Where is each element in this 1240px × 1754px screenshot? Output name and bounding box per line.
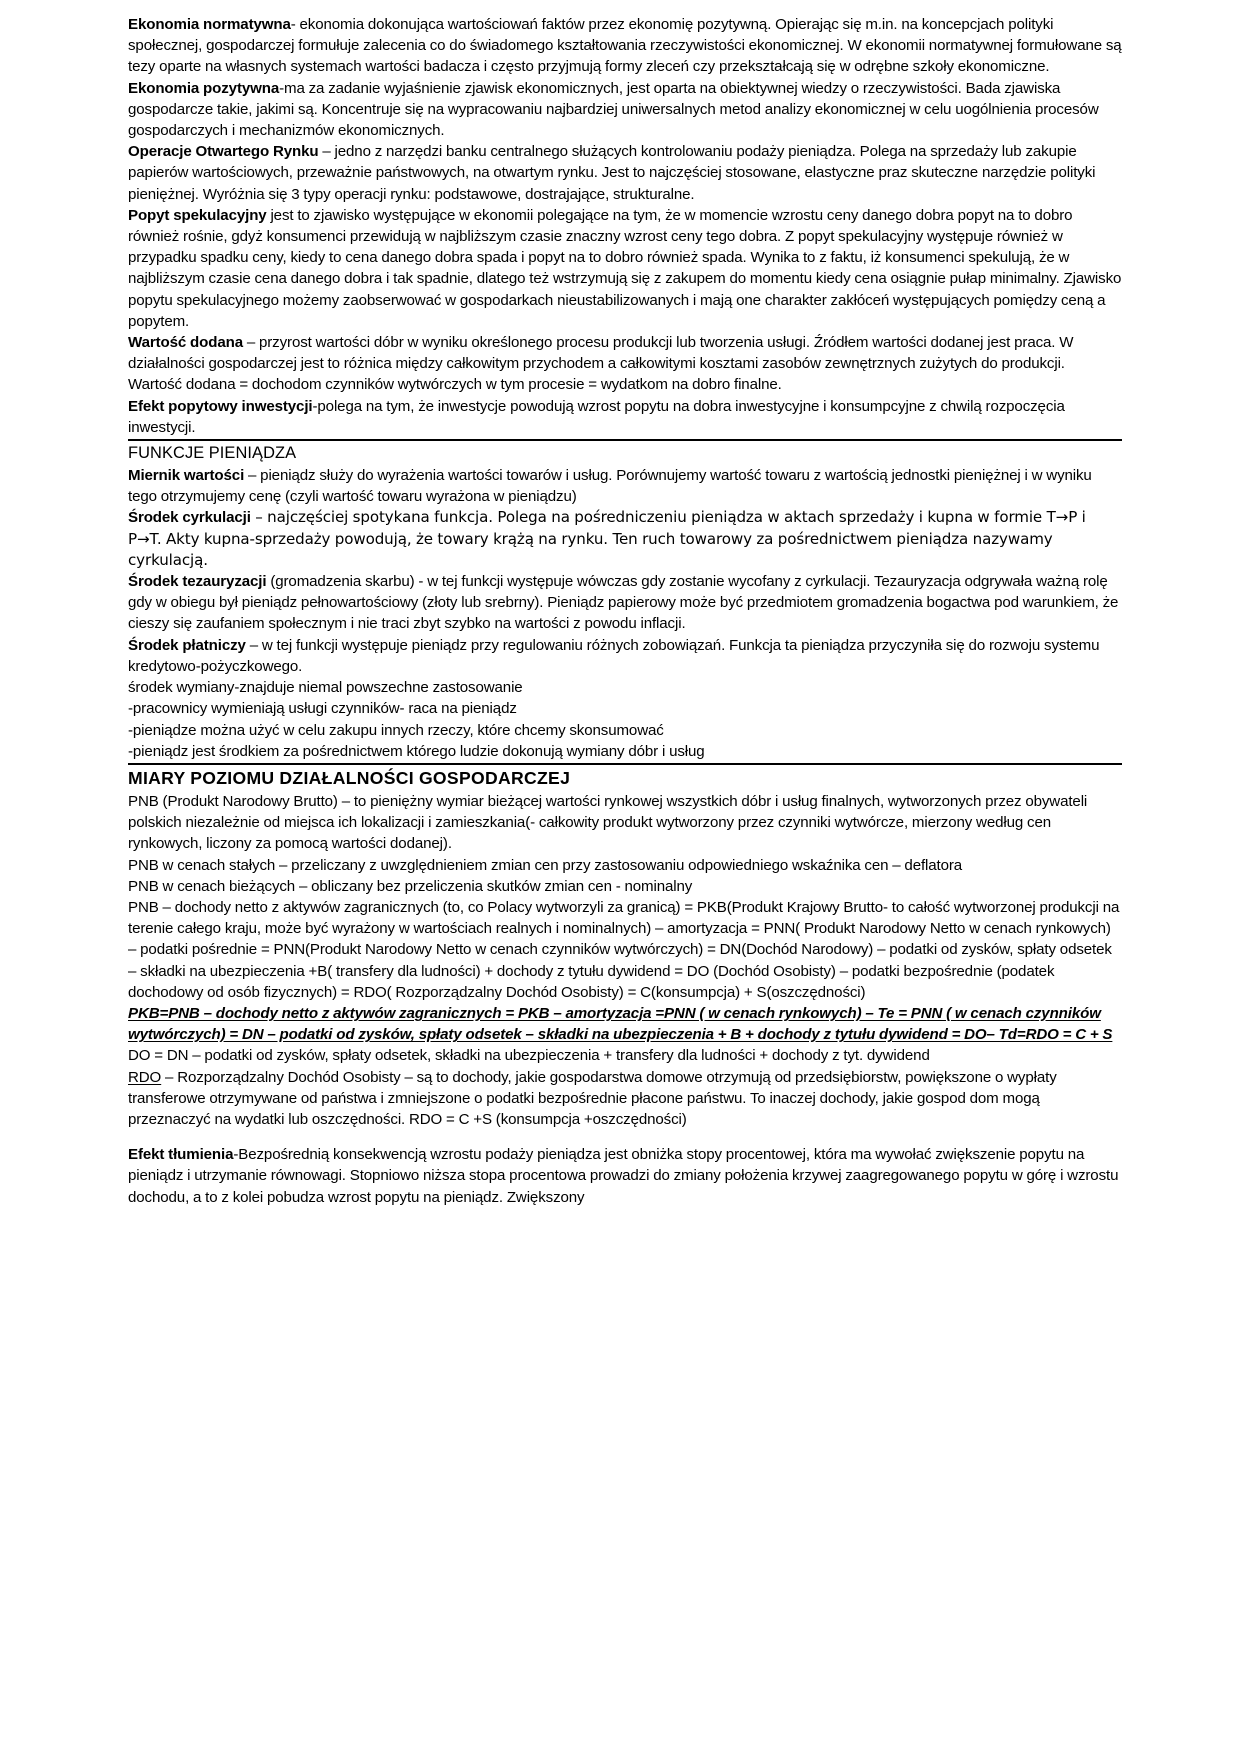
- paragraph-efekt-tlumienia: [128, 1144, 1122, 1208]
- paragraph-text: – w tej funkcji występuje pieniądz przy regulowaniu różnych zobowiązań. Funkcja ta pieniądza przyczyniła się do rozwoju systemu kredytowo-pożyczkowego.: [128, 636, 1100, 675]
- paragraph-ekonomia-normatywna: [128, 14, 1122, 78]
- paragraph-lead: Efekt tłumienia: [128, 1146, 234, 1164]
- paragraph-pnb-definicja: PNB (Produkt Narodowy Brutto) – to pieniężny wymiar bieżącej wartości rynkowej wszystkich dóbr i usług finalnych, wytworzonych przez obywateli polskich niezależnie od miejsca ich lokalizacji i zamieszkania(- całkowity produkt wytworzony przez czynniki wytwórcze, mierzony według cen rynkowych, liczony za pomocą wartości dodanej).: [128, 792, 1088, 853]
- paragraph-lead-underline: RDO: [128, 1068, 162, 1086]
- paragraph-miernik-wartosci: [128, 465, 1122, 507]
- paragraph-operacje-otwartego-rynku: [128, 141, 1122, 205]
- block-spacer: [128, 1130, 1122, 1144]
- paragraph-rdo: [128, 1067, 1122, 1131]
- paragraph-pnb-ceny-biezace: PNB w cenach bieżących – obliczany bez przeliczenia skutków zmian cen - nominalny: [128, 877, 693, 895]
- paragraph-text: -polega na tym, że inwestycje powodują wzrost popytu na dobra inwestycyjne i konsumpcyjne z chwilą rozpoczęcia inwestycji.: [128, 397, 1065, 436]
- paragraph-lead: Środek cyrkulacji: [128, 509, 251, 527]
- paragraph-lead: Popyt spekulacyjny: [128, 206, 267, 224]
- paragraph-lead: Ekonomia normatywna: [128, 16, 291, 33]
- list-item-srodek-wymiany: środek wymiany-znajduje niemal powszechne zastosowanie: [128, 679, 523, 697]
- paragraph-wartosc-dodana: [128, 332, 1122, 396]
- paragraph-lead: Środek tezauryzacji: [128, 573, 267, 591]
- paragraph-text: – przyrost wartości dóbr w wyniku określonego procesu produkcji lub tworzenia usługi. Źródłem wartości dodanej jest praca. W działalności gospodarczej jest to różnica między całkowitym przychodem a całkowitymi kosztami zasobów zewnętrznych zużytych do produkcji. Wartość dodana = dochodom czynników wytwórczych w tym procesie = wydatkom na dobro finalne.: [128, 334, 1074, 394]
- list-item-pracownicy: -pracownicy wymieniają usługi czynników- raca na pieniądz: [128, 700, 517, 718]
- paragraph-text: – jedno z narzędzi banku centralnego służących kontrolowaniu podaży pieniądza. Polega na sprzedaży lub zakupie papierów wartościowych, przeważnie państwowych, na otwartym rynku. Jest to najczęściej stosowane, elastyczne praz skuteczne narzędzie polityki pieniężnej. Wyróżnia się 3 typy operacji rynku: podstawowe, dostrajające, strukturalne.: [128, 143, 1096, 203]
- paragraph-text: - ekonomia dokonująca wartościowań faktów przez ekonomię pozytywną. Opierając się m.in. na koncepcjach polityki społecznej, gospodarczej formułuje zalecenia co do świadomego kształtowania rzeczywistości ekonomicznej. W ekonomii normatywnej formułowane są tezy oparte na własnych systemach wartości badacza i często przyjmują formy zleceń czy przekształcają się w odrębne szkoły ekonomiczne.: [128, 16, 1122, 76]
- paragraph-efekt-popytowy: [128, 396, 1122, 438]
- paragraph-text: -ma za zadanie wyjaśnienie zjawisk ekonomicznych, jest oparta na obiektywnej wiedzy o rzeczywistości. Bada zjawiska gospodarcze takie, jakimi są. Koncentruje się na wypracowaniu najbardziej uniwersalnych metod analizy ekonomicznej w celu uogólnienia procesów gospodarczych i mechanizmów ekonomicznych.: [128, 79, 1099, 140]
- paragraph-srodek-platniczy: [128, 635, 1122, 677]
- paragraph-pnb-rownanie: PNB – dochody netto z aktywów zagranicznych (to, co Polacy wytworzyli za granicą) = PKB(Produkt Krajowy Brutto- to całość wytworzonej produkcji na terenie całego kraju, może być wyrażony w wartościach realnych i nominalnych) – amortyzacja = PNN( Produkt Narodowy Netto w cenach rynkowych) – podatki pośrednie = PNN(Produkt Narodowy Netto w cenach czynników wytwórczych) = DN(Dochód Narodowy) – podatki od zysków, spłaty odsetek – składki na ubezpieczenia +B( transfery dla ludności) + dochody z tytułu dywidend = DO (Dochód Osobisty) – podatki bezpośrednie (podatek dochodowy od osób fizycznych) = RDO( Rozporządzalny Dochód Osobisty) = C(konsumpcja) + S(oszczędności): [128, 898, 1120, 1001]
- paragraph-text: (gromadzenia skarbu) - w tej funkcji występuje wówczas gdy zostanie wycofany z cyrkulacji. Tezauryzacja odgrywała ważną rolę gdy w obiegu był pieniądz pełnowartościowy (złoty lub srebrny). Pieniądz papierowy może być przedmiotem gromadzenia bogactwa pod warunkiem, że cieszy się zaufaniem społecznym i nie traci zbyt szybko na wartości z powodu inflacji.: [128, 573, 1119, 633]
- paragraph-lead: Środek płatniczy: [128, 636, 246, 654]
- paragraph-srodek-tezauryzacji: [128, 571, 1122, 635]
- paragraph-lead: Efekt popytowy inwestycji: [128, 397, 313, 415]
- section-heading-miary-poziomu: MIARY POZIOMU DZIAŁALNOŚCI GOSPODARCZEJ: [128, 767, 571, 788]
- paragraph-text: -Bezpośrednią konsekwencją wzrostu podaży pieniądza jest obniżka stopy procentowej, która ma wywołać zwiększenie popytu na pieniądz i utrzymanie równowagi. Stopniowo niższa stopa procentowa prowadzi do zmiany położenia krzywej zaagregowanego popytu w górę i wzrostu dochodu, a to z kolei pobudza wzrost popytu na pieniądz. Zwiększony: [128, 1146, 1119, 1206]
- section-heading-funkcje-pieniadza: FUNKCJE PIENIĄDZA: [128, 444, 297, 463]
- paragraph-pnb-ceny-stale: PNB w cenach stałych – przeliczany z uwzględnieniem zmian cen przy zastosowaniu odpowiedniego wskaźnika cen – deflatora: [128, 856, 963, 874]
- paragraph-text: – pieniądz służy do wyrażenia wartości towarów i usług. Porównujemy wartość towaru z wartością jednostki pieniężnej i w wyniku tego otrzymujemy cenę (czyli wartość towaru wyrażona w pieniądzu): [128, 467, 1092, 506]
- paragraph-text: jest to zjawisko występujące w ekonomii polegające na tym, że w momencie wzrostu ceny danego dobra popyt na to dobro również rośnie, gdyż konsumenci przewidują w najbliższym czasie znaczny wzrost ceny tego dobra. Z popyt spekulacyjny występuje również w przypadku spadku ceny, kiedy to cena danego dobra spada i popyt na to dobro również spada. Wynika to z faktu, iż konsumenci spekulują, że w najbliższym czasie cena danego dobra i tak spadnie, dlatego też wstrzymują się z zakupem do momentu kiedy cena osiągnie pułap minimalny. Zjawisko popytu spekulacyjnego możemy zaobserwować w gospodarkach nieustabilizowanych i mają one charakter zakłóceń występujących pomiędzy ceną a popytem.: [128, 206, 1122, 330]
- paragraph-popyt-spekulacyjny: [128, 205, 1122, 332]
- paragraph-do: DO = DN – podatki od zysków, spłaty odsetek, składki na ubezpieczenia + transfery dla ludności + dochody z tyt. dywidend: [128, 1047, 930, 1065]
- paragraph-text: – najczęściej spotykana funkcja. Polega na pośredniczeniu pieniądza w aktach sprzedaży i kupna w formie T→P i P→T. Akty kupna-sprzedaży powodują, że towary krążą na rynku. Ten ruch towarowy za pośrednictwem pieniądza nazywamy cyrkulacją.: [128, 508, 1086, 569]
- document-body: [128, 14, 1122, 1208]
- paragraph-ekonomia-pozytywna: [128, 78, 1122, 142]
- paragraph-lead: Operacje Otwartego Rynku: [128, 143, 319, 161]
- paragraph-srodek-cyrkulacji: [128, 507, 1122, 571]
- list-item-pieniadz-srodek: -pieniądz jest środkiem za pośrednictwem którego ludzie dokonują wymiany dóbr i usług: [128, 742, 705, 760]
- formula-pkb-pnb: PKB=PNB – dochody netto z aktywów zagranicznych = PKB – amortyzacja =PNN ( w cenach rynkowych) – Te = PNN ( w cenach czynników wytwórczych) = DN – podatki od zysków, spłaty odsetek – składki na ubezpieczenia + B + dochody z tytułu dywidend = DO– Td=RDO = C + S: [128, 1004, 1113, 1044]
- paragraph-lead: Wartość dodana: [128, 334, 243, 352]
- paragraph-lead: Miernik wartości: [128, 467, 245, 485]
- list-item-pieniadze-zakup: -pieniądze można użyć w celu zakupu innych rzeczy, które chcemy skonsumować: [128, 721, 664, 739]
- paragraph-lead: Ekonomia pozytywna: [128, 79, 280, 97]
- paragraph-text: – Rozporządzalny Dochód Osobisty – są to dochody, jakie gospodarstwa domowe otrzymują od przedsiębiorstw, powiększone o wypłaty transferowe otrzymywane od państwa i zmniejszone o podatki bezpośrednie płacone państwu. To inaczej dochody, jakie gospod dom mogą przeznaczyć na wydatki lub oszczędności. RDO = C +S (konsumpcja +oszczędności): [128, 1068, 1057, 1128]
